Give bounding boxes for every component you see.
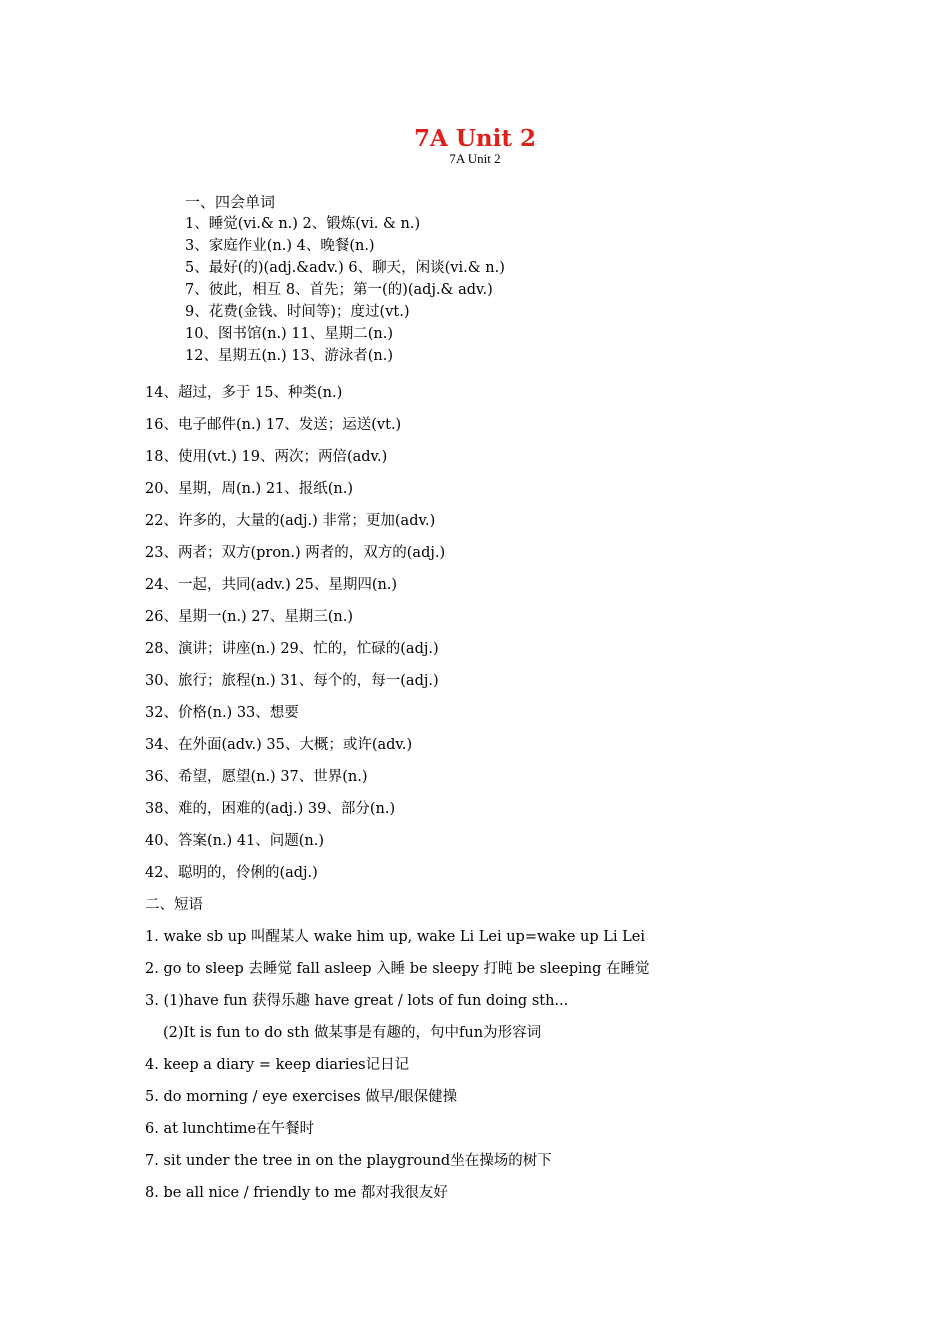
vocab-line: 40、答案(n.) 41、问题(n.) <box>145 833 325 849</box>
vocab-line: 22、许多的，大量的(adj.) 非常；更加(adv.) <box>145 513 436 529</box>
vocab-line: 23、两者；双方(pron.) 两者的，双方的(adj.) <box>145 545 446 561</box>
section-heading-vocabulary: 一、四会单词 <box>185 193 276 211</box>
vocab-line: 16、电子邮件(n.) 17、发送；运送(vt.) <box>145 417 402 433</box>
vocab-line: 14、超过，多于 15、种类(n.) <box>145 385 343 401</box>
vocab-line: 7、彼此，相互 8、首先；第一(的)(adj.& adv.) <box>185 282 493 298</box>
vocab-line: 10、图书馆(n.) 11、星期二(n.) <box>185 326 394 342</box>
vocabulary-continued-section <box>145 377 650 1209</box>
document-subtitle: 7A Unit 2 <box>449 151 501 166</box>
vocab-line: 32、价格(n.) 33、想要 <box>145 705 299 721</box>
phrase-line: 7. sit under the tree in on the playground坐在操场的树下 <box>145 1153 552 1169</box>
vocab-line: 38、难的，困难的(adj.) 39、部分(n.) <box>145 801 396 817</box>
vocab-line: 20、星期，周(n.) 21、报纸(n.) <box>145 481 354 497</box>
vocab-line: 9、花费(金钱、时间等)；度过(vt.) <box>185 304 410 320</box>
phrase-line: (2)It is fun to do sth 做某事是有趣的，句中fun为形容词 <box>163 1025 542 1041</box>
phrase-line: 3. (1)have fun 获得乐趣 have great / lots of fun doing sth... <box>145 993 569 1009</box>
vocab-line: 42、聪明的，伶俐的(adj.) <box>145 865 318 881</box>
section-heading-phrases: 二、短语 <box>145 897 203 913</box>
vocab-line: 12、星期五(n.) 13、游泳者(n.) <box>185 348 394 364</box>
vocab-line: 26、星期一(n.) 27、星期三(n.) <box>145 609 354 625</box>
phrase-line: 4. keep a diary = keep diaries记日记 <box>145 1057 410 1073</box>
vocab-line: 5、最好(的)(adj.&adv.) 6、聊天，闲谈(vi.& n.) <box>185 260 505 276</box>
vocab-line: 18、使用(vt.) 19、两次；两倍(adv.) <box>145 449 388 465</box>
phrase-line: 1. wake sb up 叫醒某人 wake him up, wake Li Lei up=wake up Li Lei <box>145 929 645 945</box>
vocabulary-section <box>185 191 505 367</box>
vocab-line: 30、旅行；旅程(n.) 31、每个的，每一(adj.) <box>145 673 439 689</box>
document-title: 7A Unit 2 <box>413 125 536 152</box>
vocab-line: 34、在外面(adv.) 35、大概；或许(adv.) <box>145 737 413 753</box>
vocab-line: 36、希望，愿望(n.) 37、世界(n.) <box>145 769 368 785</box>
vocab-line: 24、一起，共同(adv.) 25、星期四(n.) <box>145 577 398 593</box>
vocab-line: 3、家庭作业(n.) 4、晚餐(n.) <box>185 238 375 254</box>
vocab-line: 28、演讲；讲座(n.) 29、忙的，忙碌的(adj.) <box>145 641 439 657</box>
phrase-line: 6. at lunchtime在午餐时 <box>145 1121 315 1137</box>
vocab-line: 1、睡觉(vi.& n.) 2、锻炼(vi. & n.) <box>185 216 421 232</box>
phrase-line: 8. be all nice / friendly to me 都对我很友好 <box>145 1185 448 1201</box>
phrase-line: 2. go to sleep 去睡觉 fall asleep 入睡 be sleepy 打盹 be sleeping 在睡觉 <box>145 961 650 977</box>
phrase-line: 5. do morning / eye exercises 做早/眼保健操 <box>145 1089 458 1105</box>
